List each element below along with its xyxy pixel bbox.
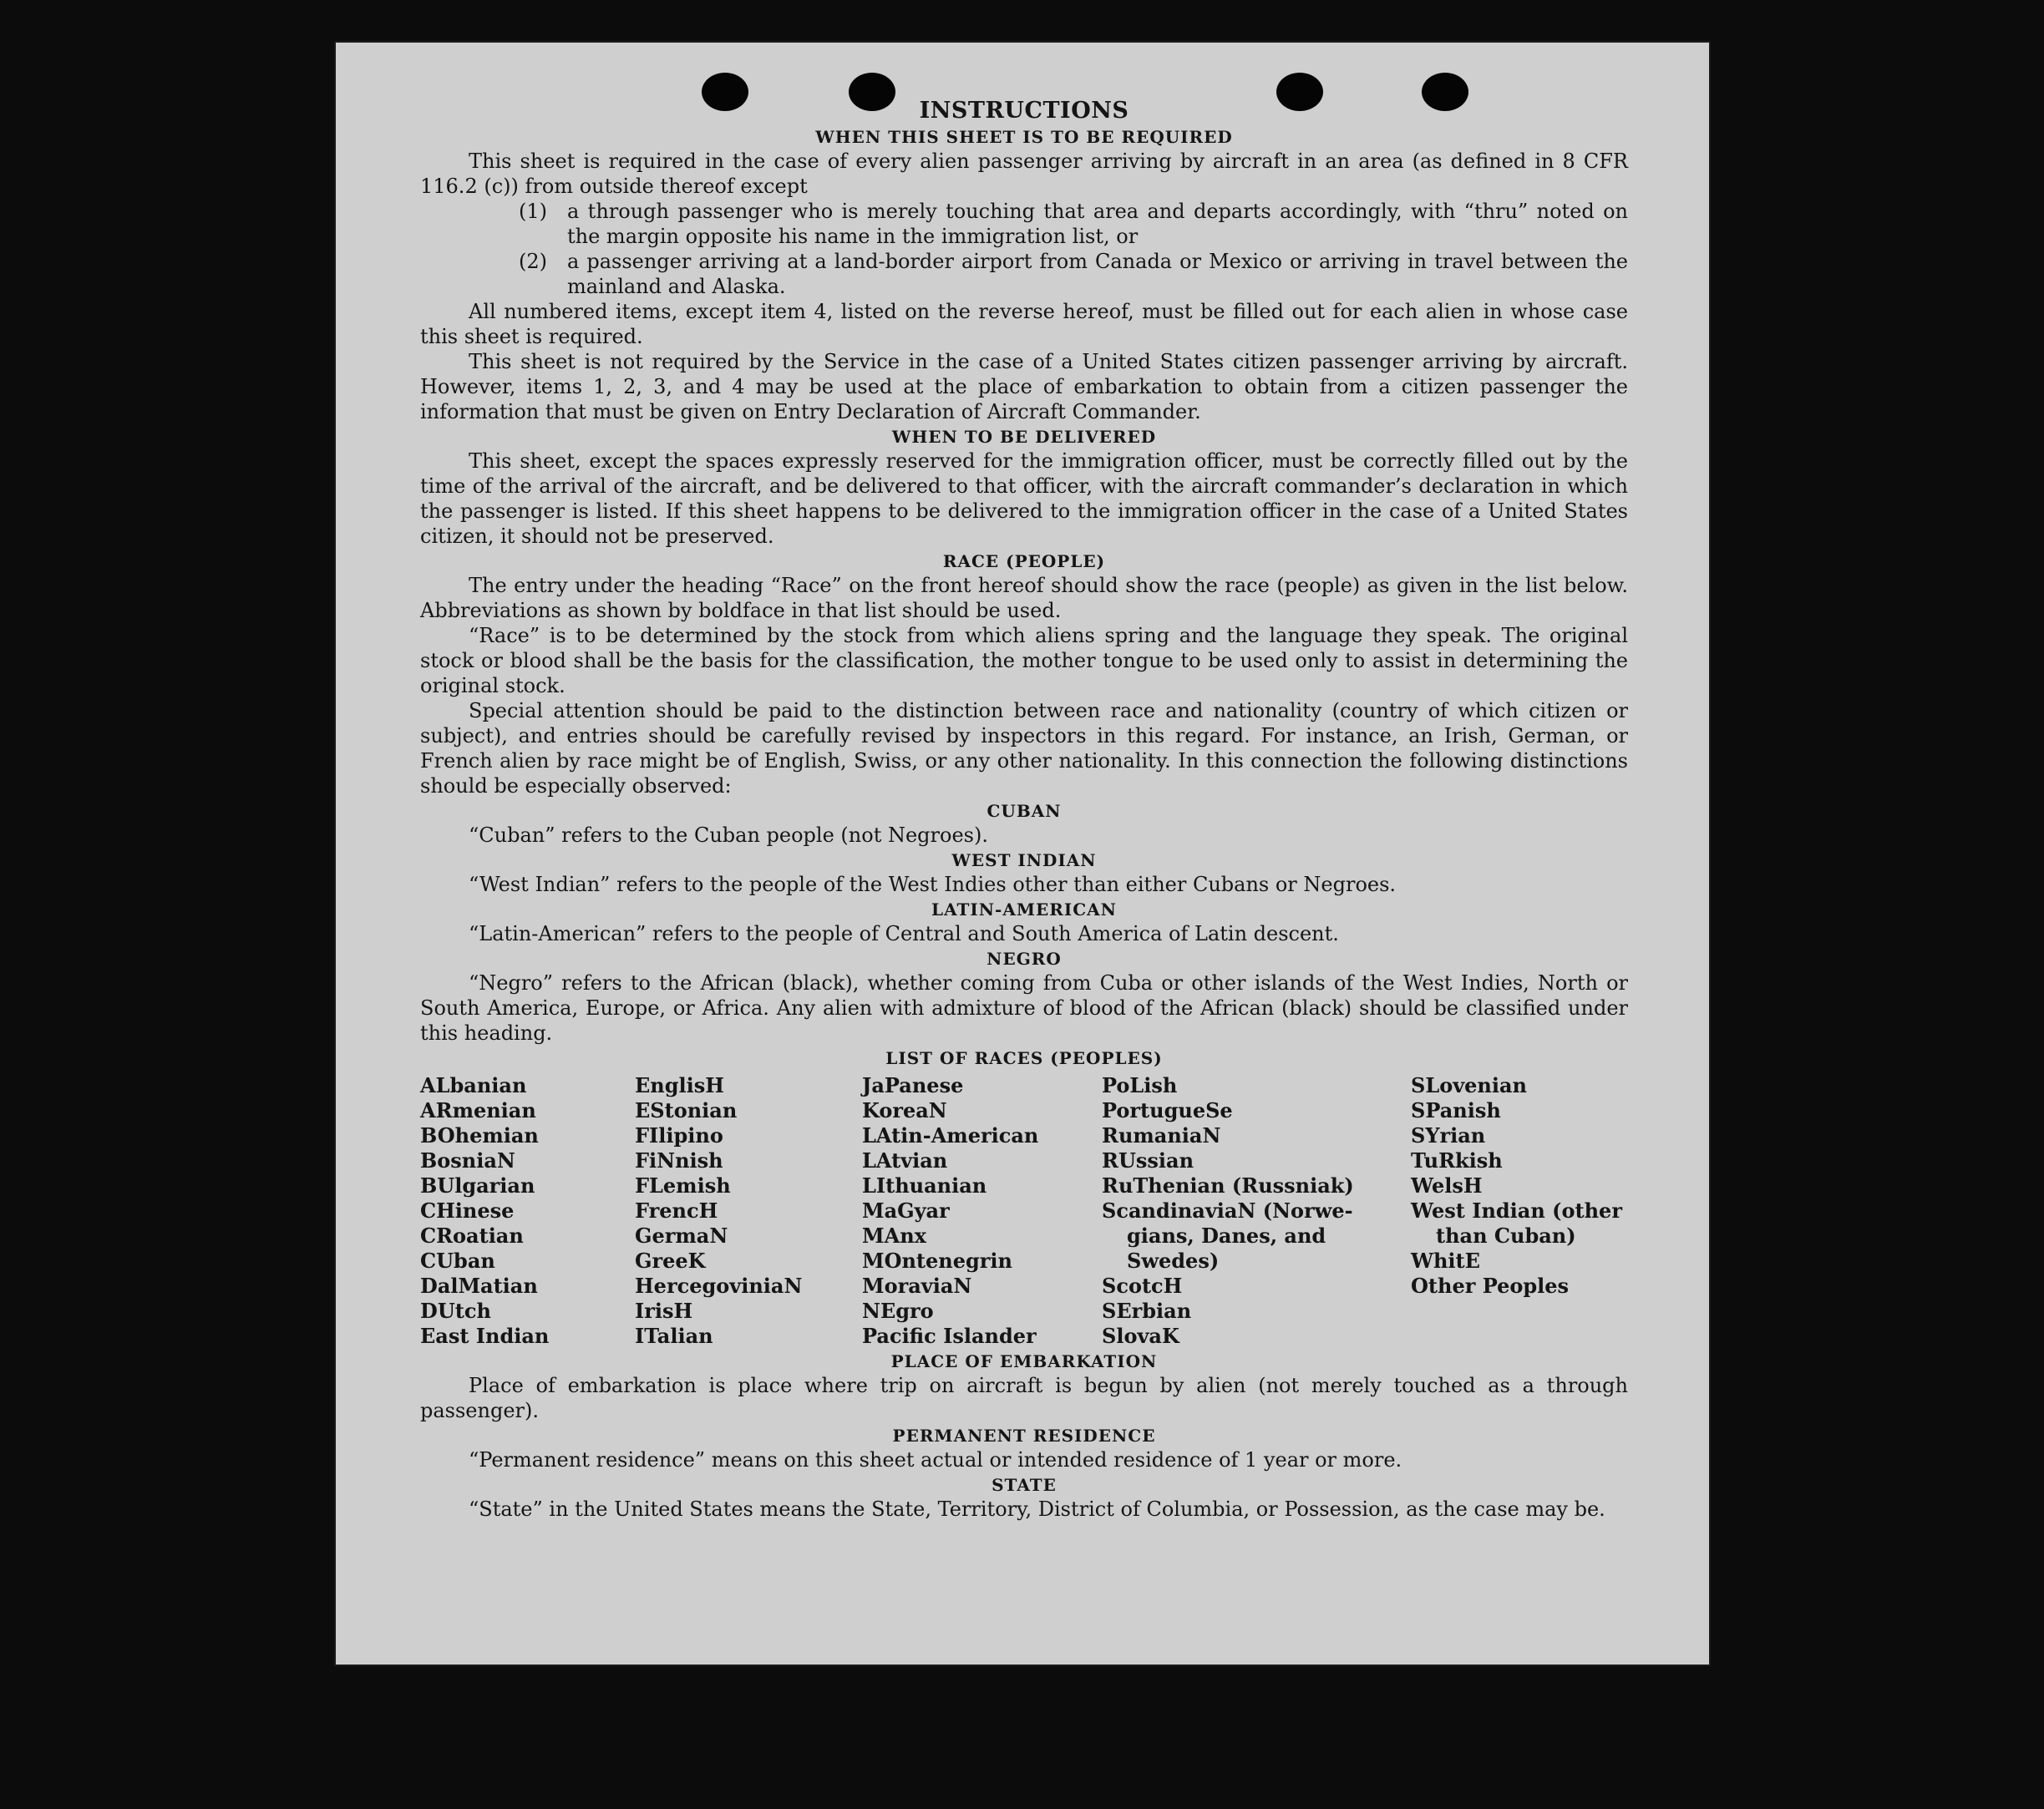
race-item: Swedes)	[1127, 1249, 1220, 1273]
heading-when-required: WHEN THIS SHEET IS TO BE REQUIRED	[815, 127, 1233, 147]
race-item: MAnx	[862, 1224, 926, 1248]
race-item: MOntenegrin	[862, 1249, 1012, 1273]
race-item: LAtin-American	[862, 1123, 1039, 1148]
race-item: SPanish	[1411, 1098, 1501, 1122]
race-item: gians, Danes, and	[1127, 1224, 1326, 1248]
race-item: West Indian (other	[1411, 1198, 1622, 1223]
race-item: GreeK	[635, 1249, 706, 1273]
heading-west-indian: WEST INDIAN	[951, 850, 1097, 870]
race-item: PortugueSe	[1102, 1098, 1233, 1122]
race-item: East Indian	[420, 1324, 550, 1348]
race-item: HercegoviniaN	[635, 1274, 803, 1298]
race-item: ARmenian	[420, 1098, 536, 1122]
race-column	[1102, 1073, 1411, 1349]
list-item	[420, 199, 1628, 249]
race-item: BUlgarian	[420, 1173, 535, 1198]
race-item: BosniaN	[420, 1148, 515, 1173]
race-column	[635, 1073, 862, 1349]
race-item: JaPanese	[862, 1073, 964, 1097]
race-item: SYrian	[1411, 1123, 1486, 1148]
paragraph: All numbered items, except item 4, listed on the reverse hereof, must be filled out for each alien in whose case this sheet is required.	[420, 300, 1628, 348]
race-item: ITalian	[635, 1324, 713, 1348]
paragraph: This sheet, except the spaces expressly reserved for the immigration officer, must be correctly filled out by the time of the arrival of the aircraft, and be delivered to that officer, with the aircraft commander’s declaration in which the passenger is listed. If this sheet happens to be delivered to the immigration officer in the case of a United States citizen, it should not be preserved.	[420, 449, 1628, 548]
instructions-content	[420, 98, 1628, 1522]
heading-list-of-races: LIST OF RACES (PEOPLES)	[885, 1048, 1163, 1068]
race-item: CHinese	[420, 1198, 515, 1223]
paragraph: “West Indian” refers to the people of the West Indies other than either Cubans or Negroes.	[469, 873, 1397, 896]
paragraph: “Negro” refers to the African (black), whether coming from Cuba or other islands of the West Indies, North or South America, Europe, or Africa. Any alien with admixture of blood of the African (black) should be classified under this heading.	[420, 971, 1628, 1045]
race-item: RumaniaN	[1102, 1123, 1221, 1148]
race-list	[420, 1073, 1628, 1349]
paragraph: This sheet is required in the case of every alien passenger arriving by aircraft in an area (as defined in 8 CFR 116.2 (c)) from outside thereof except	[420, 149, 1628, 198]
race-item: KoreaN	[862, 1098, 947, 1122]
paragraph: The entry under the heading “Race” on the front hereof should show the race (people) as given in the list below. Abbreviations as shown by boldface in that list should be used.	[420, 574, 1628, 622]
heading-negro: NEGRO	[986, 949, 1062, 969]
race-item: PoLish	[1102, 1073, 1178, 1097]
item-number: (2)	[519, 250, 547, 273]
race-item: FLemish	[635, 1173, 731, 1198]
paragraph: “Cuban” refers to the Cuban people (not Negroes).	[469, 823, 988, 847]
race-item: ALbanian	[420, 1073, 527, 1097]
race-item: SLovenian	[1411, 1073, 1527, 1097]
race-item: EnglisH	[635, 1073, 724, 1097]
race-column	[862, 1073, 1102, 1349]
race-item: BOhemian	[420, 1123, 539, 1148]
race-item: DalMatian	[420, 1274, 538, 1298]
race-item: SErbian	[1102, 1299, 1192, 1323]
race-item: Pacific Islander	[862, 1324, 1037, 1348]
race-item: WelsH	[1411, 1173, 1483, 1198]
race-item: IrisH	[635, 1299, 693, 1323]
race-item: FIlipino	[635, 1123, 723, 1148]
heading-state: STATE	[992, 1475, 1057, 1495]
race-item: GermaN	[635, 1224, 728, 1248]
page-title: INSTRUCTIONS	[919, 98, 1129, 124]
race-item: MoraviaN	[862, 1274, 972, 1298]
heading-place-of-embarkation: PLACE OF EMBARKATION	[890, 1351, 1158, 1371]
race-item: RuThenian (Russniak)	[1102, 1173, 1354, 1198]
paragraph: “Permanent residence” means on this sheet actual or intended residence of 1 year or more.	[469, 1448, 1402, 1472]
paragraph: This sheet is not required by the Service in the case of a United States citizen passenger arriving by aircraft. However, items 1, 2, 3, and 4 may be used at the place of embarkation to obtain from a citizen passenger the information that must be given on Entry Declaration of Aircraft Commander.	[420, 350, 1628, 423]
heading-when-delivered: WHEN TO BE DELIVERED	[891, 427, 1157, 447]
heading-permanent-residence: PERMANENT RESIDENCE	[892, 1426, 1156, 1446]
race-item: SlovaK	[1102, 1324, 1179, 1348]
race-item: FiNnish	[635, 1148, 723, 1173]
race-item: Other Peoples	[1411, 1274, 1570, 1298]
race-item: NEgro	[862, 1299, 934, 1323]
race-item: TuRkish	[1411, 1148, 1503, 1173]
race-item: DUtch	[420, 1299, 491, 1323]
paragraph: “Race” is to be determined by the stock from which aliens spring and the language they speak. The original stock or blood shall be the basis for the classification, the mother tongue to be used only to assist in determining the original stock.	[420, 624, 1628, 697]
race-item: LAtvian	[862, 1148, 948, 1173]
race-item: RUssian	[1102, 1148, 1194, 1173]
race-item: than Cuban)	[1436, 1224, 1576, 1248]
race-item: WhitE	[1411, 1249, 1480, 1273]
race-item: ScandinaviaN (Norwe-	[1102, 1198, 1353, 1223]
item-number: (1)	[519, 200, 547, 223]
paragraph: Place of embarkation is place where trip on aircraft is begun by alien (not merely touched as a through passenger).	[420, 1374, 1628, 1422]
item-text: a through passenger who is merely touching that area and departs accordingly, with “thru” noted on the margin opposite his name in the immigration list, or	[567, 200, 1628, 248]
race-item: FrencH	[635, 1198, 718, 1223]
race-column	[420, 1073, 635, 1349]
race-item: MaGyar	[862, 1198, 950, 1223]
race-item: EStonian	[635, 1098, 738, 1122]
race-item: CUban	[420, 1249, 495, 1273]
race-column	[1411, 1073, 1626, 1349]
paragraph: “Latin-American” refers to the people of Central and South America of Latin descent.	[469, 922, 1339, 945]
heading-cuban: CUBAN	[986, 801, 1062, 821]
race-item: LIthuanian	[862, 1173, 987, 1198]
race-item: ScotcH	[1102, 1274, 1183, 1298]
paragraph: “State” in the United States means the State, Territory, District of Columbia, or Possession, as the case may be.	[469, 1497, 1605, 1521]
document-page	[334, 41, 1711, 1666]
item-text: a passenger arriving at a land-border airport from Canada or Mexico or arriving in travel between the mainland and Alaska.	[567, 250, 1628, 298]
list-item	[420, 249, 1628, 299]
heading-latin-american: LATIN-AMERICAN	[931, 899, 1117, 920]
paragraph: Special attention should be paid to the distinction between race and nationality (country of which citizen or subject), and entries should be carefully revised by inspectors in this regard. For instance, an Irish, German, or French alien by race might be of English, Swiss, or any other nationality. In this connection the following distinctions should be especially observed:	[420, 699, 1628, 798]
heading-race: RACE (PEOPLE)	[942, 551, 1106, 571]
race-item: CRoatian	[420, 1224, 524, 1248]
